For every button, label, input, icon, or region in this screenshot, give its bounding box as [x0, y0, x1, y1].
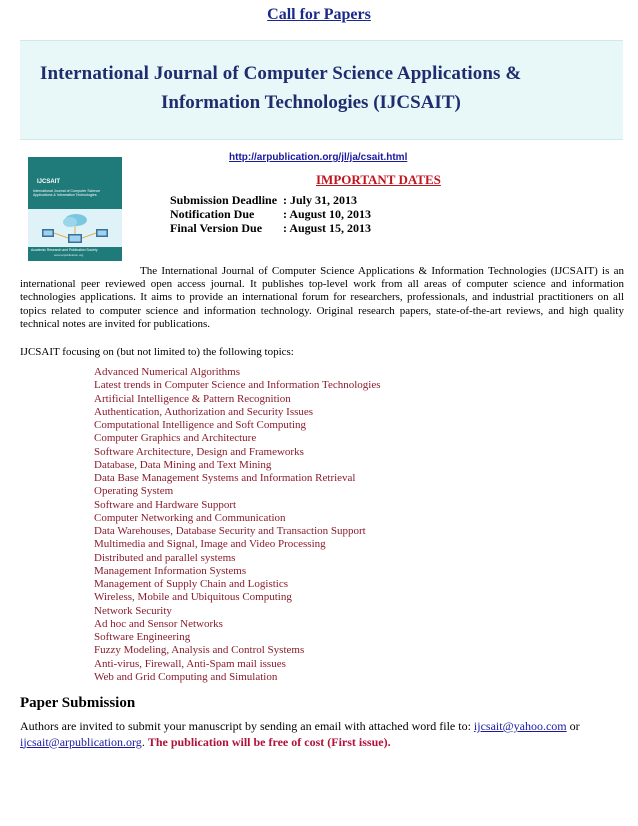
cover-publisher: Academic Research and Publication Society [31, 248, 98, 252]
topic-item: Anti-virus, Firewall, Anti-Spam mail issues [94, 657, 286, 670]
topic-item: Data Base Management Systems and Information Retrieval [94, 472, 356, 484]
free-publication-note: The publication will be free of cost (First issue). [147, 734, 391, 749]
or-text: or [566, 719, 580, 733]
cover-subtitle: International Journal of Computer Science Applications & Information Technologies [33, 189, 101, 198]
journal-cover-image [28, 157, 122, 261]
topic-item: Web and Grid Computing and Simulation [94, 670, 278, 683]
date-value: : August 10, 2013 [283, 207, 372, 221]
email-link-yahoo[interactable]: ijcsait@yahoo.com [473, 719, 567, 733]
topic-item: Advanced Numerical Algorithms [94, 366, 241, 378]
date-label: Final Version Due [170, 221, 263, 235]
journal-title-line2: Information Technologies (IJCSAIT) [161, 92, 461, 113]
topic-item: Database, Data Mining and Text Mining [94, 458, 272, 471]
journal-url-link[interactable]: http://arpublication.org/jl/ja/csait.html [229, 152, 408, 163]
topic-item: Wireless, Mobile and Ubiquitous Computing [94, 591, 292, 604]
period-text: . [141, 734, 148, 749]
date-row-submission [170, 193, 371, 207]
topic-item: Artificial Intelligence & Pattern Recognition [94, 392, 291, 405]
date-row-final-version [170, 221, 371, 235]
submission-instructions: Authors are invited to submit your manuscript by sending an email with attached word file to: [20, 719, 474, 733]
date-value: : July 31, 2013 [283, 193, 358, 207]
cover-network-illustration [28, 209, 122, 247]
topic-item: Software and Hardware Support [94, 498, 237, 511]
date-value: : August 15, 2013 [283, 221, 372, 235]
topic-item: Ad hoc and Sensor Networks [94, 617, 223, 630]
topic-item: Fuzzy Modeling, Analysis and Control Systems [94, 644, 305, 657]
topic-item: Authentication, Authorization and Security Issues [94, 405, 314, 418]
topic-item: Operating System [94, 485, 174, 498]
journal-title-line1: International Journal of Computer Science Applications & [40, 63, 522, 84]
topic-item: Computer Graphics and Architecture [94, 432, 257, 445]
date-row-notification [170, 207, 371, 221]
topic-item: Management Information Systems [94, 564, 247, 577]
topic-item: Computational Intelligence and Soft Computing [94, 419, 307, 431]
journal-description-text: The International Journal of Computer Science Applications & Information Technologies (IJCSAIT) is an international peer reviewed open access journal. It publishes top-level work from all areas of computer science and information technologies applications. It aims to provide an international forum for researchers, professionals, and industrial practitioners on all topics related to computer science and information technology. Original research papers, state-of-the-art reviews, and high quality technical notes are invited for publications. [20, 265, 624, 330]
important-dates-list [170, 193, 371, 235]
paper-submission-text [20, 719, 624, 750]
call-for-papers-title: Call for Papers [267, 6, 371, 23]
cover-website: www.arpublication.org [54, 253, 84, 257]
date-label: Notification Due [170, 207, 255, 221]
topic-item: Software Architecture, Design and Frameworks [94, 445, 304, 458]
topic-item: Data Warehouses, Database Security and Transaction Support [94, 525, 366, 537]
topic-item: Software Engineering [94, 631, 191, 643]
topic-item: Latest trends in Computer Science and Information Technologies [94, 379, 381, 392]
topic-item: Computer Networking and Communication [94, 511, 286, 524]
topic-item: Management of Supply Chain and Logistics [94, 578, 288, 590]
topic-item: Multimedia and Signal, Image and Video Processing [94, 538, 326, 551]
journal-banner [20, 40, 623, 140]
topics-intro-line: IJCSAIT focusing on (but not limited to) the following topics: [20, 346, 294, 358]
topic-item: Distributed and parallel systems [94, 551, 236, 564]
cover-journal-name: IJCSAIT [37, 179, 61, 185]
journal-description [20, 265, 624, 331]
email-link-arpublication[interactable]: ijcsait@arpublication.org [20, 734, 142, 749]
date-label: Submission Deadline [170, 193, 278, 207]
important-dates-title: IMPORTANT DATES [316, 172, 441, 187]
paper-submission-heading: Paper Submission [20, 695, 136, 711]
topics-list [94, 366, 380, 684]
topic-item: Network Security [94, 604, 172, 617]
